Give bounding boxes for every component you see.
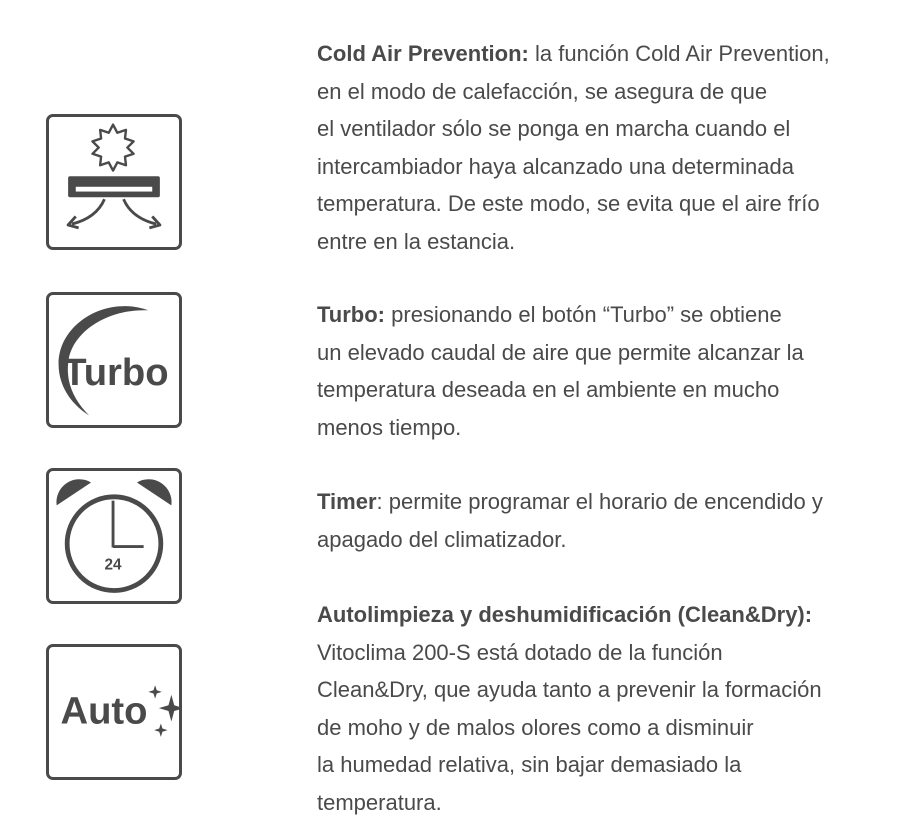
feature-text-line: el ventilador sólo se ponga en marcha cuando el [317,116,791,141]
feature-text-line: un elevado caudal de aire que permite alcanzar la [317,339,804,365]
sparkle-small-bottom-icon [154,723,167,736]
feature-title: Cold Air Prevention: [317,41,529,66]
turbo-icon-label: Turbo [63,350,169,394]
feature-text-line: : permite programar el horario de encendido y [376,489,823,514]
feature-text-line: Vitoclima 200-S está dotado de la función [317,639,723,665]
alarm-clock-icon [49,471,179,601]
feature-text-line: la función Cold Air Prevention, [528,41,830,66]
feature-title: Turbo: [317,302,386,327]
sun-ac-airflow-icon [49,117,179,247]
sparkle-large-icon [159,695,179,722]
airflow-right-arrow-icon [124,199,157,224]
feature-text-line: temperatura deseada en el ambiente en mucho [317,377,780,402]
feature-text-line: entre en la estancia. [317,228,516,254]
feature-text-line: presionando el botón “Turbo” se obtiene [385,302,782,327]
turbo-icon-box [46,292,182,428]
feature-text-line: menos tiempo. [317,414,462,440]
clock-bell-left-icon [56,479,91,505]
feature-text-line: apagado del climatizador. [317,526,567,552]
feature-clean-dry [317,596,907,821]
feature-text-line: Clean&Dry, que ayuda tanto a prevenir la formación [317,677,822,702]
feature-text-line: intercambiador haya alcanzado una determinada [317,153,794,179]
feature-timer [317,483,907,558]
auto-icon-box [46,644,182,780]
feature-cold-air-prevention [317,35,907,260]
feature-text-line: temperatura. De este modo, se evita que el aire frío [317,191,820,216]
timer-icon-label: 24 [104,556,122,574]
timer-icon-box [46,468,182,604]
turbo-icon [49,295,179,425]
auto-sparkle-icon [49,647,179,777]
feature-title: Autolimpieza y deshumidificación (Clean&Dry): [317,602,813,627]
feature-turbo [317,296,907,446]
airflow-left-arrow-icon [72,199,105,224]
feature-text-line: temperatura. [317,789,442,815]
cold-air-prevention-icon-box [46,114,182,250]
feature-title: Timer [317,489,377,514]
clock-bell-right-icon [137,479,172,505]
sparkle-small-top-icon [148,685,161,698]
feature-text-line: en el modo de calefacción, se asegura de que [317,78,768,104]
auto-icon-label: Auto [60,689,148,733]
feature-text-line: de moho y de malos olores como a disminuir [317,714,754,740]
feature-text-line: la humedad relativa, sin bajar demasiado la [317,752,742,777]
sun-icon [92,125,133,171]
